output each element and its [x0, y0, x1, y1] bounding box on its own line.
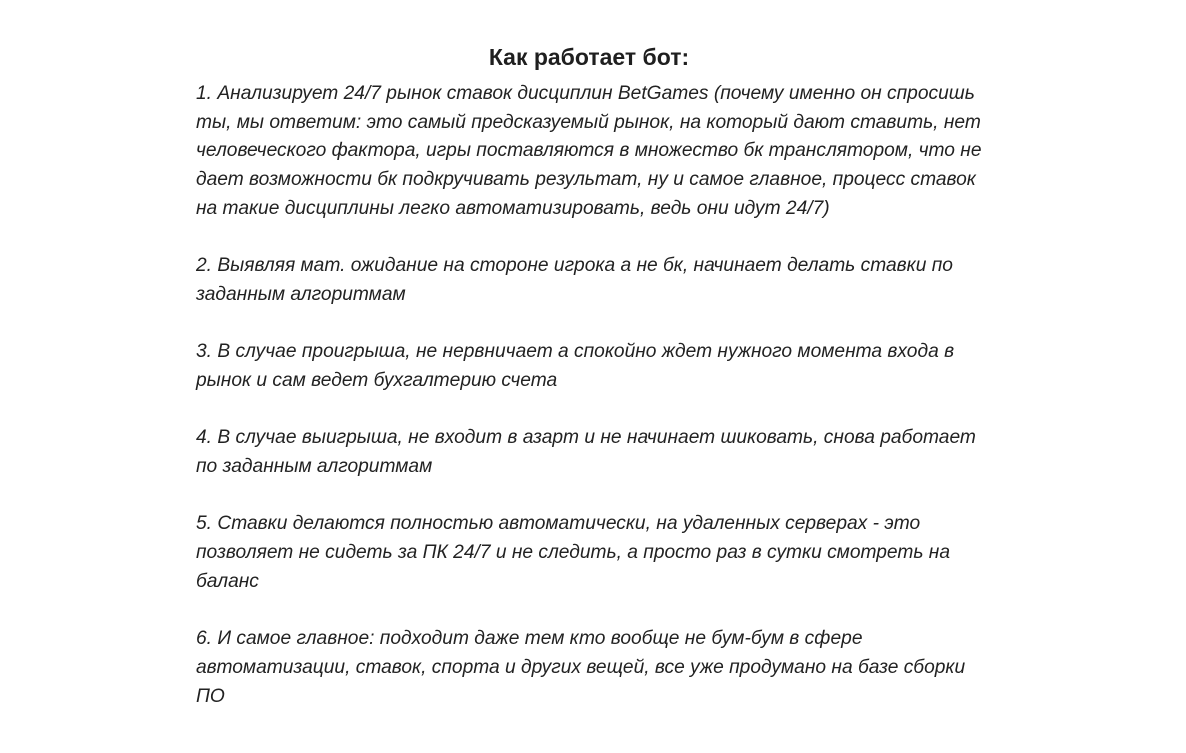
list-item-4: 4. В случае выигрыша, не входит в азарт и не начинает шиковать, снова работает по заданным алгоритмам [196, 427, 976, 478]
feature-list [196, 80, 986, 711]
list-item-2: 2. Выявляя мат. ожидание на стороне игрока а не бк, начинает делать ставки по заданным алгоритмам [196, 255, 953, 305]
list-item-3: 3. В случае проигрыша, не нервничает а спокойно ждет нужного момента входа в рынок и сам ведет бухгалтерию счета [196, 341, 955, 391]
page-title: Как работает бот: [488, 44, 690, 70]
list-item-5: 5. Ставки делаются полностью автоматически, на удаленных серверах - это позволяет не сидеть за ПК 24/7 и не следить, а просто раз в сутки смотреть на баланс [196, 513, 951, 592]
list-item-1: 1. Анализирует 24/7 рынок ставок дисциплин BetGames (почему именно он спросишь ты, мы ответим: это самый предсказуемый рынок, на который дают ставить, нет человеческого фактора, игры поставляются в множество бк транслятором, что не дает возможности бк подкручивать результат, ну и самое главное, процесс ставок на такие дисциплины легко автоматизировать, ведь они идут 24/7) [196, 83, 982, 219]
list-item-6: 6. И самое главное: подходит даже тем кто вообще не бум-бум в сфере автоматизации, ставок, спорта и других вещей, все уже продумано на базе сборки ПО [196, 628, 966, 707]
